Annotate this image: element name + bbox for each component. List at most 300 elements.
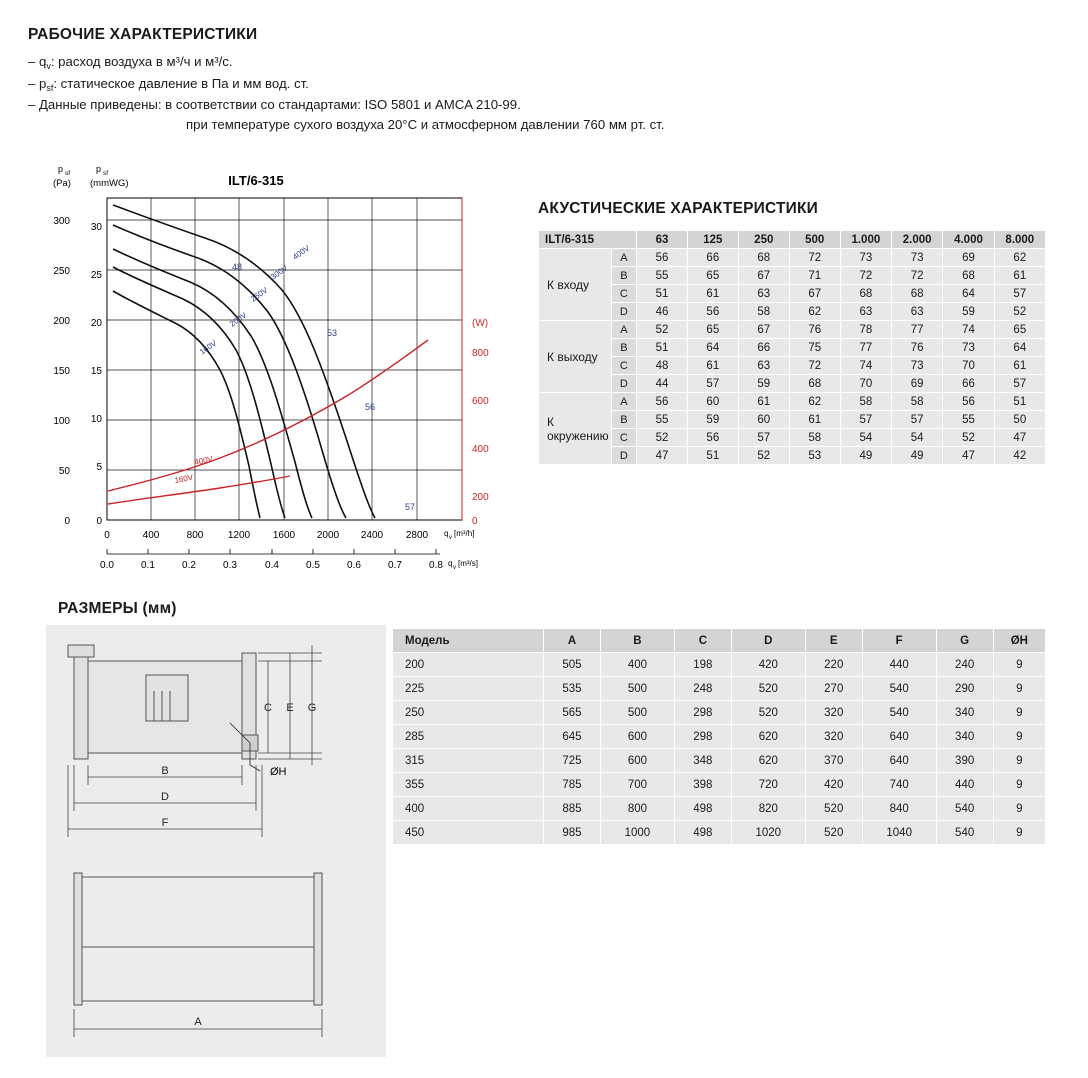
svg-text:0.8: 0.8	[429, 560, 443, 571]
dimensions-cell: 1000	[601, 821, 675, 845]
acoustic-cell: 56	[687, 303, 738, 321]
dimensions-cell: 248	[674, 677, 731, 701]
acoustic-cell: 61	[738, 393, 789, 411]
dimensions-cell: 320	[805, 725, 862, 749]
note-conditions: при температуре сухого воздуха 20°C и атмосферном давлении 760 мм рт. ст.	[186, 116, 665, 132]
dimensions-cell: 640	[862, 725, 936, 749]
dimensions-cell: 498	[674, 797, 731, 821]
acoustic-cell: 47	[943, 447, 994, 465]
acoustic-cell: 54	[840, 429, 891, 447]
dimensions-cell: 9	[993, 773, 1045, 797]
note-psf: – $p_{sf}$: статическое давление в Па и мм вод. ст.	[28, 75, 309, 93]
performance-section-title: РАБОЧИЕ ХАРАКТЕРИСТИКИ	[28, 26, 258, 43]
acoustic-cell: 61	[789, 411, 840, 429]
acoustic-group-label: К окружению	[539, 393, 612, 465]
dimensions-cell: 820	[731, 797, 805, 821]
dimensions-cell: 298	[674, 725, 731, 749]
acoustic-table	[538, 230, 1046, 465]
note-standards: – Данные приведены: в соответствии со стандартами: ISO 5801 и AMCA 210-99.	[28, 97, 521, 112]
table-row	[393, 677, 1046, 701]
dimensions-model-cell: 285	[393, 725, 544, 749]
acoustic-row-letter: D	[611, 375, 637, 393]
acoustic-cell: 59	[687, 411, 738, 429]
table-row	[393, 773, 1046, 797]
dimensions-model-cell: 355	[393, 773, 544, 797]
acoustic-cell: 65	[994, 321, 1045, 339]
acoustic-row	[539, 393, 1046, 411]
acoustic-row	[539, 285, 1046, 303]
acoustic-cell: 66	[687, 249, 738, 267]
acoustic-cell: 63	[738, 285, 789, 303]
acoustic-row	[539, 357, 1046, 375]
acoustic-freq-header-2000: 2.000	[892, 231, 943, 249]
acoustic-cell: 52	[637, 429, 688, 447]
acoustic-freq-header-4000: 4.000	[943, 231, 994, 249]
dimensions-cell: 270	[805, 677, 862, 701]
dimensions-cell: 390	[936, 749, 993, 773]
acoustic-cell: 63	[738, 357, 789, 375]
acoustic-cell: 74	[840, 357, 891, 375]
svg-text:sf: sf	[103, 170, 109, 177]
svg-text:v: v	[453, 565, 456, 571]
dimensions-model-cell: 200	[393, 653, 544, 677]
dimensions-cell: 9	[993, 677, 1045, 701]
acoustic-cell: 69	[943, 249, 994, 267]
chart-annotation-57: 57	[405, 502, 416, 512]
dimensions-cell: 540	[862, 677, 936, 701]
svg-text:2000: 2000	[316, 530, 340, 541]
acoustic-freq-header-8000: 8.000	[994, 231, 1045, 249]
acoustic-cell: 56	[687, 429, 738, 447]
svg-text:p: p	[96, 164, 102, 174]
acoustic-cell: 56	[943, 393, 994, 411]
dimensions-cell: 540	[862, 701, 936, 725]
svg-text:300: 300	[53, 216, 70, 227]
acoustic-row	[539, 249, 1046, 267]
acoustic-cell: 50	[994, 411, 1045, 429]
acoustic-cell: 77	[892, 321, 943, 339]
acoustic-cell: 59	[943, 303, 994, 321]
svg-text:20: 20	[90, 318, 102, 329]
svg-text:0.5: 0.5	[306, 560, 320, 571]
acoustic-cell: 64	[943, 285, 994, 303]
acoustic-cell: 51	[637, 285, 688, 303]
svg-text:0.6: 0.6	[347, 560, 361, 571]
acoustic-cell: 65	[687, 321, 738, 339]
acoustic-row-letter: A	[611, 321, 637, 339]
acoustic-cell: 73	[840, 249, 891, 267]
dim-label-E: E	[286, 702, 294, 714]
svg-text:15: 15	[90, 366, 102, 377]
svg-text:5: 5	[96, 462, 102, 473]
acoustic-cell: 51	[637, 339, 688, 357]
dimensions-table-body	[393, 653, 1046, 845]
acoustic-cell: 51	[994, 393, 1045, 411]
acoustic-cell: 66	[943, 375, 994, 393]
acoustic-cell: 57	[840, 411, 891, 429]
dimensions-model-cell: 225	[393, 677, 544, 701]
acoustic-row	[539, 321, 1046, 339]
acoustic-cell: 75	[789, 339, 840, 357]
svg-text:v: v	[449, 535, 452, 541]
acoustic-row	[539, 267, 1046, 285]
acoustic-cell: 77	[840, 339, 891, 357]
svg-text:25: 25	[90, 270, 102, 281]
dimensions-cell: 320	[805, 701, 862, 725]
dim-label-A: A	[194, 1016, 202, 1028]
dimensions-cell: 500	[601, 701, 675, 725]
dimensions-cell: 440	[862, 653, 936, 677]
acoustic-cell: 59	[738, 375, 789, 393]
svg-text:0: 0	[64, 516, 70, 527]
svg-text:600: 600	[472, 396, 489, 407]
svg-text:1600: 1600	[272, 530, 296, 541]
acoustic-cell: 73	[892, 249, 943, 267]
acoustic-cell: 66	[738, 339, 789, 357]
dimensions-header-D: D	[731, 629, 805, 653]
dimensions-header-A: A	[543, 629, 600, 653]
dimensions-header-row	[393, 629, 1046, 653]
acoustic-row-letter: B	[611, 267, 637, 285]
dimensions-cell: 240	[936, 653, 993, 677]
svg-text:400: 400	[142, 530, 160, 541]
acoustic-cell: 47	[994, 429, 1045, 447]
svg-text:0.0: 0.0	[100, 560, 114, 571]
dimensions-cell: 9	[993, 797, 1045, 821]
chart-title: ILT/6-315	[228, 173, 284, 188]
svg-text:2800: 2800	[405, 530, 429, 541]
dimensions-header-Модель: Модель	[393, 629, 544, 653]
acoustic-cell: 42	[994, 447, 1045, 465]
acoustic-freq-header-500: 500	[789, 231, 840, 249]
dimensions-model-cell: 250	[393, 701, 544, 725]
dimensions-cell: 370	[805, 749, 862, 773]
dimensions-cell: 640	[862, 749, 936, 773]
acoustic-group-label: К входу	[539, 249, 612, 321]
note-qv: – $q_v$: расход воздуха в м³/ч и м³/с.	[28, 54, 233, 71]
acoustic-cell: 64	[994, 339, 1045, 357]
acoustic-cell: 47	[637, 447, 688, 465]
dimensions-drawing	[46, 625, 386, 1057]
curve-label-300v: 300V	[268, 263, 290, 282]
dimensions-cell: 520	[731, 677, 805, 701]
svg-text:sf: sf	[65, 170, 71, 177]
svg-text:0.1: 0.1	[141, 560, 155, 571]
dimensions-header-B: B	[601, 629, 675, 653]
acoustic-row	[539, 429, 1046, 447]
acoustic-freq-header-1000: 1.000	[840, 231, 891, 249]
acoustic-cell: 67	[738, 321, 789, 339]
svg-text:200: 200	[53, 316, 70, 327]
acoustic-cell: 55	[943, 411, 994, 429]
svg-text:0.7: 0.7	[388, 560, 402, 571]
dimensions-cell: 9	[993, 749, 1045, 773]
acoustic-row	[539, 447, 1046, 465]
svg-text:400: 400	[472, 444, 489, 455]
dim-label-G: G	[307, 702, 317, 714]
acoustic-cell: 55	[637, 411, 688, 429]
acoustic-cell: 73	[943, 339, 994, 357]
acoustic-cell: 57	[994, 285, 1045, 303]
dimensions-cell: 298	[674, 701, 731, 725]
acoustic-row-letter: B	[611, 411, 637, 429]
dimensions-cell: 198	[674, 653, 731, 677]
dimensions-cell: 500	[601, 677, 675, 701]
acoustic-header-row	[539, 231, 1046, 249]
acoustic-cell: 60	[738, 411, 789, 429]
acoustic-cell: 52	[637, 321, 688, 339]
dimensions-cell: 400	[601, 653, 675, 677]
acoustic-cell: 58	[892, 393, 943, 411]
dimensions-cell: 840	[862, 797, 936, 821]
acoustic-cell: 74	[943, 321, 994, 339]
svg-text:1200: 1200	[227, 530, 251, 541]
acoustic-cell: 72	[840, 267, 891, 285]
acoustic-cell: 64	[687, 339, 738, 357]
acoustic-row-letter: C	[611, 429, 637, 447]
acoustic-freq-header-125: 125	[687, 231, 738, 249]
dimensions-figure	[46, 625, 386, 1057]
svg-text:[m³/s]: [m³/s]	[458, 559, 478, 568]
acoustic-row-letter: A	[611, 249, 637, 267]
dimensions-cell: 720	[731, 773, 805, 797]
svg-text:100: 100	[53, 416, 70, 427]
acoustic-cell: 68	[840, 285, 891, 303]
acoustic-cell: 65	[687, 267, 738, 285]
table-row	[393, 653, 1046, 677]
dim-label-C: C	[264, 702, 272, 714]
acoustic-cell: 61	[687, 357, 738, 375]
acoustic-cell: 56	[637, 249, 688, 267]
acoustic-cell: 49	[892, 447, 943, 465]
dimensions-cell: 520	[805, 821, 862, 845]
dimensions-cell: 985	[543, 821, 600, 845]
dimensions-cell: 725	[543, 749, 600, 773]
acoustic-cell: 48	[637, 357, 688, 375]
acoustic-cell: 58	[789, 429, 840, 447]
dim-label-F: F	[161, 817, 169, 829]
svg-text:0.4: 0.4	[265, 560, 279, 571]
chart-annotation-56: 56	[365, 402, 376, 412]
curve-label-200v: 200V	[227, 310, 249, 329]
dimensions-cell: 9	[993, 821, 1045, 845]
table-row	[393, 797, 1046, 821]
dimensions-cell: 398	[674, 773, 731, 797]
acoustic-cell: 73	[892, 357, 943, 375]
dimensions-header-E: E	[805, 629, 862, 653]
dimensions-header-C: C	[674, 629, 731, 653]
chart-annotation-53: 53	[327, 328, 338, 338]
svg-text:(mmWG): (mmWG)	[90, 178, 129, 189]
svg-text:0.3: 0.3	[223, 560, 237, 571]
svg-text:(Pa): (Pa)	[53, 178, 71, 189]
acoustic-row	[539, 339, 1046, 357]
acoustic-cell: 54	[892, 429, 943, 447]
svg-text:250: 250	[53, 266, 70, 277]
dimensions-cell: 440	[936, 773, 993, 797]
svg-text:[m³/h]: [m³/h]	[454, 529, 475, 538]
acoustic-cell: 52	[994, 303, 1045, 321]
acoustic-freq-header-63: 63	[637, 231, 688, 249]
acoustic-cell: 61	[994, 267, 1045, 285]
acoustic-table-body	[539, 249, 1046, 465]
dimensions-cell: 700	[601, 773, 675, 797]
acoustic-cell: 57	[994, 375, 1045, 393]
acoustic-cell: 71	[789, 267, 840, 285]
dimensions-table	[392, 628, 1046, 845]
acoustic-cell: 61	[687, 285, 738, 303]
acoustic-cell: 72	[892, 267, 943, 285]
acoustic-cell: 63	[892, 303, 943, 321]
power-label-400v: 400V	[193, 454, 214, 467]
acoustic-cell: 62	[994, 249, 1045, 267]
acoustic-cell: 67	[789, 285, 840, 303]
dimensions-cell: 9	[993, 653, 1045, 677]
dimensions-cell: 1040	[862, 821, 936, 845]
dimensions-cell: 600	[601, 725, 675, 749]
svg-text:800: 800	[186, 530, 204, 541]
dimensions-cell: 740	[862, 773, 936, 797]
table-row	[393, 725, 1046, 749]
acoustic-cell: 76	[789, 321, 840, 339]
dimensions-cell: 9	[993, 701, 1045, 725]
dimensions-header-G: G	[936, 629, 993, 653]
dimensions-cell: 620	[731, 725, 805, 749]
acoustic-model-header: ILT/6-315	[539, 231, 637, 249]
dimensions-cell: 540	[936, 797, 993, 821]
dimensions-cell: 340	[936, 701, 993, 725]
performance-chart	[20, 150, 520, 580]
curve-label-250v: 250V	[248, 285, 270, 304]
acoustic-cell: 70	[943, 357, 994, 375]
acoustic-cell: 56	[637, 393, 688, 411]
acoustic-freq-header-250: 250	[738, 231, 789, 249]
performance-chart-svg	[20, 150, 520, 580]
acoustic-cell: 69	[892, 375, 943, 393]
acoustic-row-letter: C	[611, 357, 637, 375]
chart-annotation-48: 48	[232, 262, 243, 272]
acoustic-cell: 72	[789, 249, 840, 267]
dimensions-cell: 520	[805, 797, 862, 821]
dimensions-cell: 505	[543, 653, 600, 677]
svg-text:150: 150	[53, 366, 70, 377]
dimensions-model-cell: 450	[393, 821, 544, 845]
acoustic-row	[539, 411, 1046, 429]
dimensions-cell: 600	[601, 749, 675, 773]
power-label-160v: 160V	[173, 472, 194, 485]
acoustic-cell: 68	[943, 267, 994, 285]
svg-text:p: p	[58, 164, 64, 174]
dim-label-D: D	[161, 791, 169, 803]
svg-text:30: 30	[90, 222, 102, 233]
acoustic-cell: 63	[840, 303, 891, 321]
table-row	[393, 701, 1046, 725]
svg-text:200: 200	[472, 492, 489, 503]
acoustic-row	[539, 303, 1046, 321]
acoustic-row-letter: A	[611, 393, 637, 411]
table-row	[393, 821, 1046, 845]
acoustic-row-letter: C	[611, 285, 637, 303]
svg-text:10: 10	[90, 414, 102, 425]
acoustic-section-title: АКУСТИЧЕСКИЕ ХАРАКТЕРИСТИКИ	[538, 200, 819, 217]
dim-label-OH: ØH	[270, 766, 287, 778]
acoustic-cell: 49	[840, 447, 891, 465]
dimensions-cell: 420	[731, 653, 805, 677]
acoustic-cell: 58	[738, 303, 789, 321]
dimensions-cell: 645	[543, 725, 600, 749]
acoustic-cell: 51	[687, 447, 738, 465]
acoustic-cell: 76	[892, 339, 943, 357]
acoustic-table-head	[539, 231, 1046, 249]
dimensions-cell: 9	[993, 725, 1045, 749]
dimensions-cell: 498	[674, 821, 731, 845]
acoustic-cell: 72	[789, 357, 840, 375]
curve-label-160v: 160V	[197, 338, 219, 357]
acoustic-cell: 57	[687, 375, 738, 393]
acoustic-cell: 46	[637, 303, 688, 321]
dimensions-cell: 535	[543, 677, 600, 701]
dimensions-cell: 540	[936, 821, 993, 845]
dimensions-cell: 1020	[731, 821, 805, 845]
acoustic-cell: 57	[738, 429, 789, 447]
dim-label-B: B	[161, 765, 169, 777]
dimensions-cell: 620	[731, 749, 805, 773]
svg-text:0: 0	[96, 516, 102, 527]
dimensions-cell: 348	[674, 749, 731, 773]
acoustic-group-label: К выходу	[539, 321, 612, 393]
acoustic-cell: 67	[738, 267, 789, 285]
dimensions-cell: 800	[601, 797, 675, 821]
svg-text:(W): (W)	[472, 318, 489, 329]
acoustic-cell: 62	[789, 393, 840, 411]
dimensions-cell: 885	[543, 797, 600, 821]
performance-notes	[28, 52, 664, 134]
acoustic-table-wrapper	[538, 230, 1046, 465]
svg-text:q: q	[444, 529, 449, 538]
acoustic-cell: 44	[637, 375, 688, 393]
table-row	[393, 749, 1046, 773]
dimensions-cell: 290	[936, 677, 993, 701]
acoustic-row-letter: B	[611, 339, 637, 357]
svg-text:0: 0	[472, 516, 478, 527]
svg-text:50: 50	[58, 466, 70, 477]
acoustic-cell: 60	[687, 393, 738, 411]
acoustic-cell: 55	[637, 267, 688, 285]
acoustic-cell: 78	[840, 321, 891, 339]
curve-label-400v: 400V	[290, 243, 312, 262]
dimensions-cell: 785	[543, 773, 600, 797]
svg-text:0: 0	[104, 530, 110, 541]
dimensions-model-cell: 400	[393, 797, 544, 821]
svg-text:800: 800	[472, 348, 489, 359]
acoustic-cell: 62	[789, 303, 840, 321]
acoustic-row	[539, 375, 1046, 393]
dimensions-header-F: F	[862, 629, 936, 653]
dimensions-model-cell: 315	[393, 749, 544, 773]
acoustic-cell: 52	[738, 447, 789, 465]
dimensions-section-title: РАЗМЕРЫ (мм)	[58, 600, 177, 617]
acoustic-cell: 52	[943, 429, 994, 447]
dimensions-cell: 220	[805, 653, 862, 677]
acoustic-cell: 70	[840, 375, 891, 393]
dimensions-cell: 520	[731, 701, 805, 725]
acoustic-cell: 68	[892, 285, 943, 303]
svg-text:q: q	[448, 559, 453, 568]
dimensions-cell: 565	[543, 701, 600, 725]
acoustic-cell: 68	[789, 375, 840, 393]
dimensions-cell: 420	[805, 773, 862, 797]
acoustic-cell: 58	[840, 393, 891, 411]
